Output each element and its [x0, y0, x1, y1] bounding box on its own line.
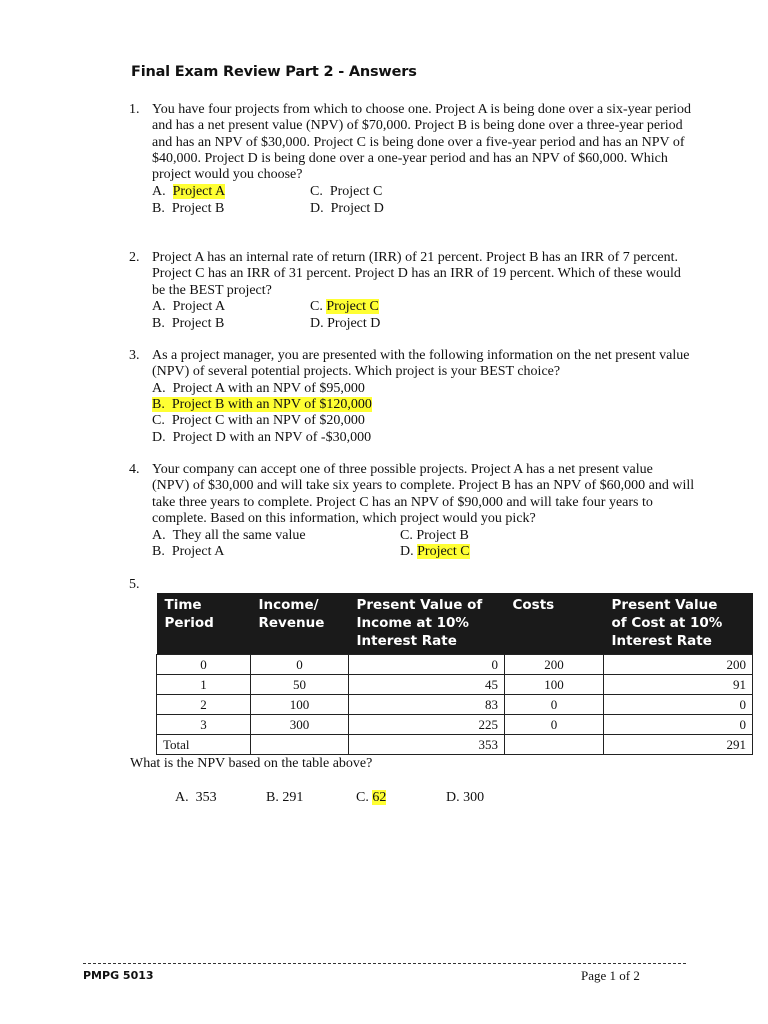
answer-highlight: Project C — [326, 299, 379, 314]
table-row — [157, 655, 753, 675]
table-header-row — [157, 593, 753, 655]
option-b: B. 291 — [266, 790, 304, 805]
question-line: take three years to complete. Project C has an NPV of $90,000 and will take four years to — [152, 494, 653, 510]
table-header-pv-income: Present Value of Income at 10% Interest Rate — [349, 593, 505, 655]
table-cell: 291 — [604, 735, 753, 755]
table-header-time-period: Time Period — [157, 593, 251, 655]
question-line: Project C has an IRR of 31 percent. Project D has an IRR of 19 percent. Which of these would — [152, 266, 681, 282]
question-line: (NPV) of several potential projects. Which project is your BEST choice? — [152, 364, 561, 380]
table-cell: 0 — [604, 695, 753, 715]
option-c: C. Project C — [310, 299, 379, 314]
footer-page-number: Page 1 of 2 — [581, 968, 640, 983]
option-a: A. 353 — [175, 790, 217, 805]
table-cell: 0 — [505, 715, 604, 735]
question-text — [152, 102, 712, 183]
question-line: As a project manager, you are presented with the following information on the net present value — [152, 348, 690, 363]
question-text — [152, 348, 712, 381]
question-line: You have four projects from which to choose one. Project A is being done over a six-year period — [152, 102, 692, 117]
answer-highlight: Project C — [417, 544, 470, 559]
npv-table — [156, 593, 753, 755]
option-b: B. Project B — [152, 201, 225, 216]
answer-highlight: Project A — [172, 184, 226, 199]
table-cell: 225 — [349, 715, 505, 735]
question-line: Project A has an internal rate of return (IRR) of 21 percent. Project B has an IRR of 7 percent. — [152, 250, 679, 265]
question-line: and has a net present value (NPV) of $70,000. Project B is being done over a three-year period — [152, 118, 683, 134]
table-cell: 2 — [157, 695, 251, 715]
option-b — [152, 397, 372, 413]
table-row — [157, 715, 753, 735]
table-cell: 91 — [604, 675, 753, 695]
question-line: $40,000. Project D is being done over a one-year period and has an NPV of $60,000. Which — [152, 150, 668, 166]
table-cell: 200 — [604, 655, 753, 675]
question-text — [152, 250, 712, 299]
option-d: D. Project D — [310, 316, 381, 331]
option-a: A. Project A — [152, 184, 226, 199]
answer-highlight: B. Project B with an NPV of $120,000 — [152, 397, 372, 412]
option-b: B. Project A — [152, 544, 225, 559]
table-cell: 100 — [251, 695, 349, 715]
option-a: A. Project A — [152, 299, 226, 314]
table-cell-total-label: Total — [157, 735, 251, 755]
table-cell: 3 — [157, 715, 251, 735]
option-c: C. 62 — [356, 790, 387, 805]
table-cell: 300 — [251, 715, 349, 735]
question-number: 5. — [129, 577, 140, 592]
table-header-income-revenue: Income/ Revenue — [251, 593, 349, 655]
table-header-costs: Costs — [505, 593, 604, 655]
table-cell: 0 — [349, 655, 505, 675]
option-d: D. 300 — [446, 790, 485, 805]
option-c: C. Project C — [310, 184, 383, 199]
option-b: B. Project B — [152, 316, 225, 331]
option-c: C. Project C with an NPV of $20,000 — [152, 413, 365, 428]
question-number: 3. — [129, 348, 140, 363]
table-row — [157, 695, 753, 715]
table-cell: 0 — [157, 655, 251, 675]
table-cell: 0 — [505, 695, 604, 715]
table-cell: 200 — [505, 655, 604, 675]
question-line: and has an NPV of $30,000. Project C is being done over a five-year period and has an NPV of — [152, 134, 685, 150]
table-cell — [251, 735, 349, 755]
table-cell: 1 — [157, 675, 251, 695]
table-cell: 83 — [349, 695, 505, 715]
option-d: D. Project D — [310, 201, 384, 216]
table-cell: 45 — [349, 675, 505, 695]
option-c: C. Project B — [400, 528, 469, 543]
question-line: be the BEST project? — [152, 282, 272, 298]
option-d: D. Project D with an NPV of -$30,000 — [152, 430, 372, 445]
page-title: Final Exam Review Part 2 - Answers — [131, 64, 417, 80]
question-line: project would you choose? — [152, 167, 303, 183]
table-header-pv-cost: Present Value of Cost at 10% Interest Rate — [604, 593, 753, 655]
table-cell: 353 — [349, 735, 505, 755]
option-a: A. Project A with an NPV of $95,000 — [152, 381, 365, 396]
option-d: D. Project C — [400, 544, 470, 559]
table-cell: 0 — [251, 655, 349, 675]
question-line: Your company can accept one of three possible projects. Project A has a net present value — [152, 462, 653, 477]
table-total-row — [157, 735, 753, 755]
question-number: 4. — [129, 462, 140, 477]
table-row — [157, 675, 753, 695]
question-number: 1. — [129, 102, 140, 117]
question-number: 2. — [129, 250, 140, 265]
answer-highlight: 62 — [372, 790, 387, 805]
table-cell: 0 — [604, 715, 753, 735]
question-prompt: What is the NPV based on the table above? — [130, 756, 373, 771]
question-line: (NPV) of $30,000 and will take six years to complete. Project B has an NPV of $60,000 and will — [152, 478, 695, 494]
footer-divider — [83, 963, 686, 964]
table-cell: 100 — [505, 675, 604, 695]
question-line: complete. Based on this information, which project would you pick? — [152, 510, 536, 526]
table-cell: 50 — [251, 675, 349, 695]
option-a: A. They all the same value — [152, 528, 306, 543]
footer-course-code: PMPG 5013 — [83, 969, 154, 982]
table-cell — [505, 735, 604, 755]
question-text — [152, 462, 712, 527]
